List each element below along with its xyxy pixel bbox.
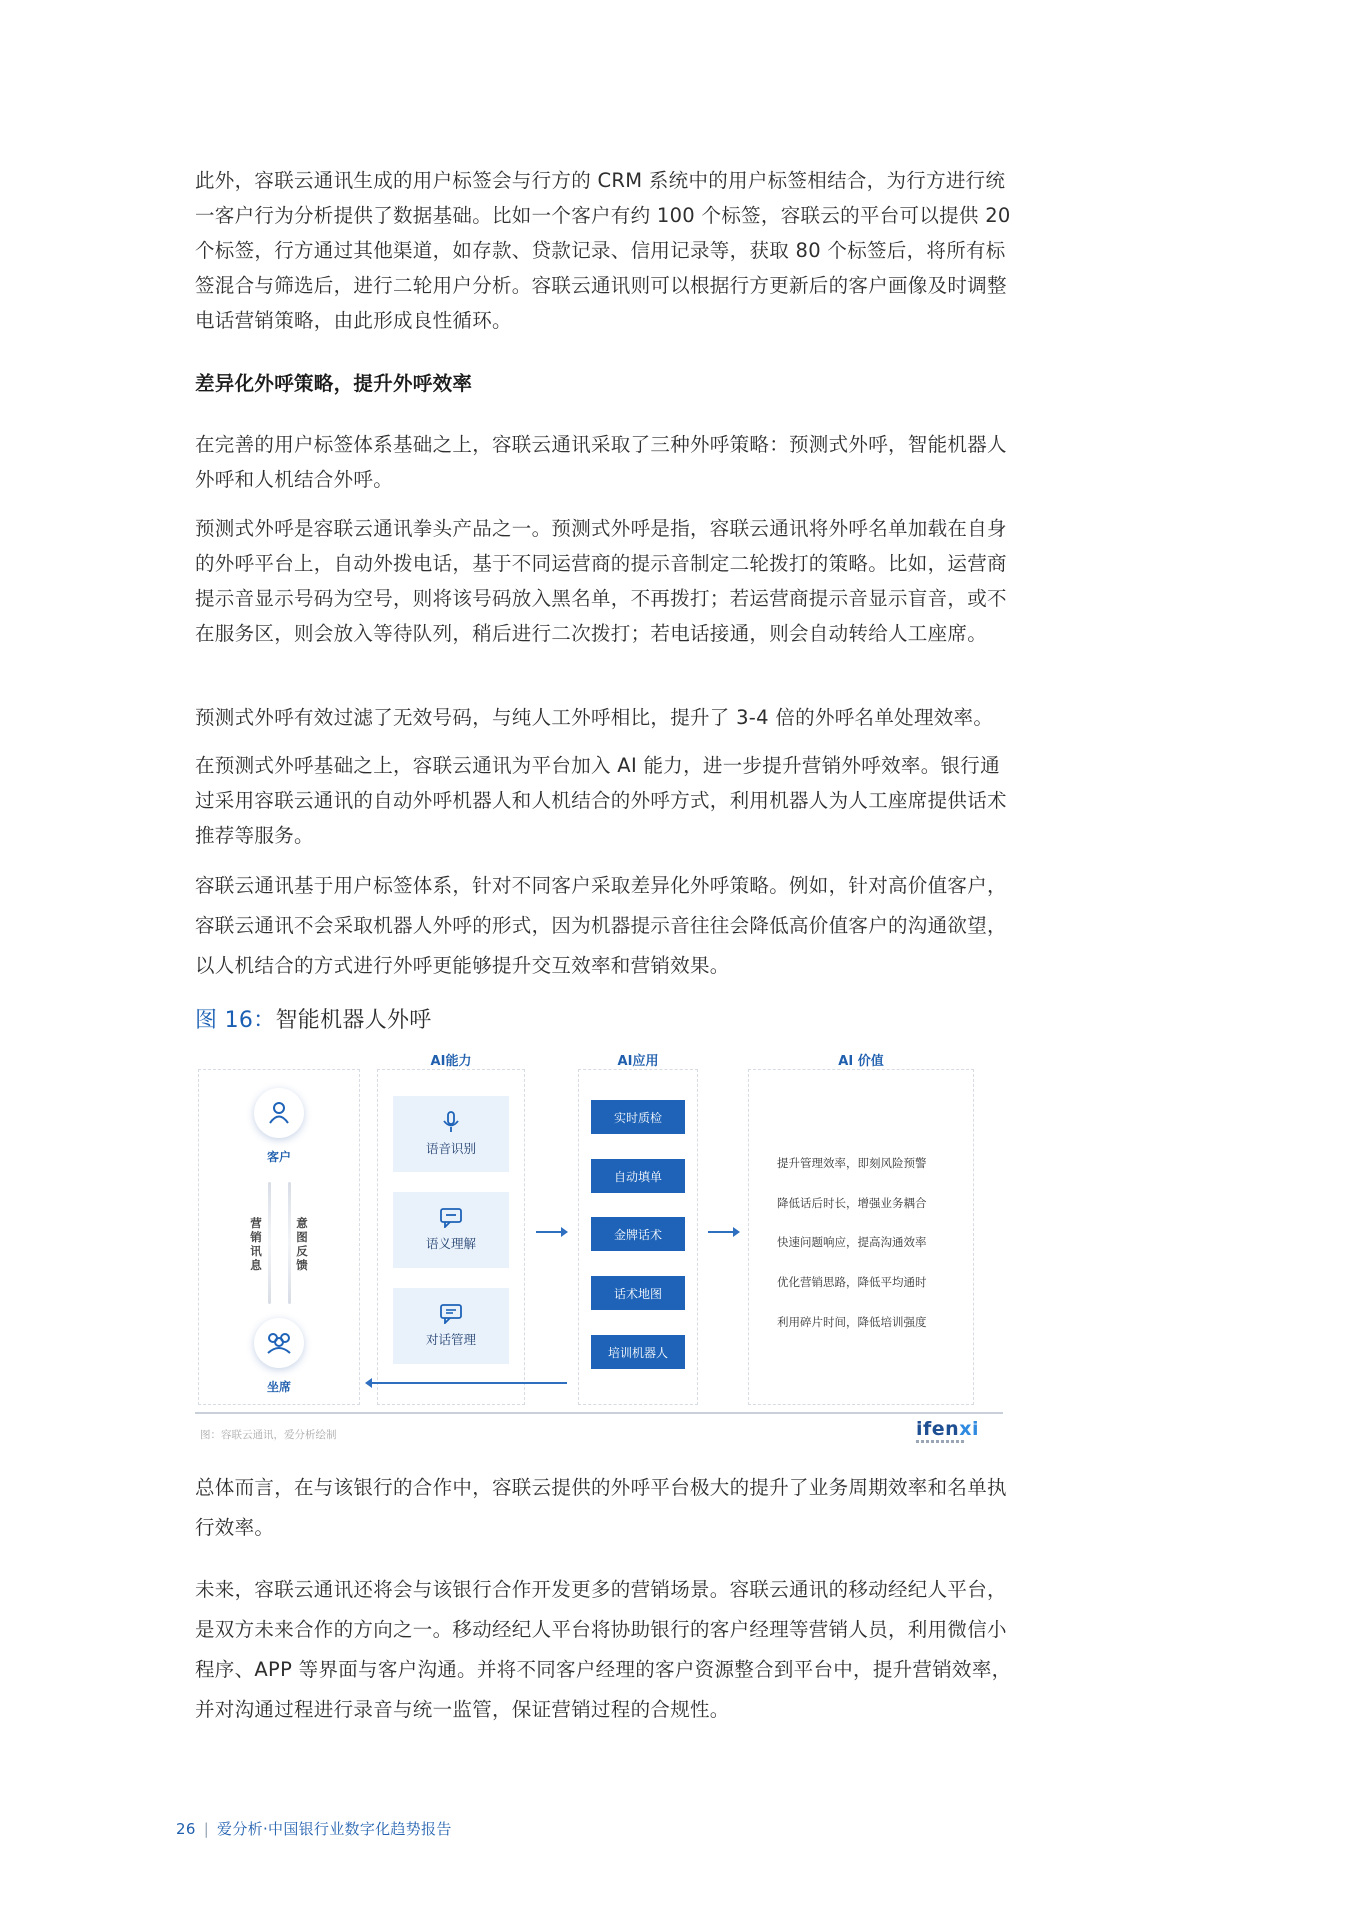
paragraph-predictive-call: 预测式外呼是容联云通讯拳头产品之一。预测式外呼是指，容联云通讯将外呼名单加载在自身的外呼平台上，自动外拨电话，基于不同运营商的提示音制定二轮拨打的策略。比如，运营商提示音显示号码为空号，则将该号码放入黑名单，不再拨打；若运营商提示音显示盲音，或不在服务区，则会放入等待队列，稍后进行二次拨打；若电话接通，则会自动转给人工座席。 bbox=[195, 517, 1007, 645]
app-script-map: 话术地图 bbox=[591, 1276, 685, 1310]
app-auto-fill: 自动填单 bbox=[591, 1159, 685, 1193]
logo-text-accent: xi bbox=[959, 1418, 979, 1440]
paragraph-strategies: 在完善的用户标签体系基础之上，容联云通讯采取了三种外呼策略：预测式外呼，智能机器人外呼和人机结合外呼。 bbox=[195, 433, 1007, 491]
ability-label: 对话管理 bbox=[425, 1332, 476, 1347]
paragraph-differentiated: 容联云通讯基于用户标签体系，针对不同客户采取差异化外呼策略。例如，针对高价值客户，容联云通讯不会采取机器人外呼的形式，因为机器提示音往往会降低高价值客户的沟通欲望，以人机结合的方式进行外呼更能够提升交互效率和营销效果。 bbox=[195, 874, 1007, 977]
panel-ai-value bbox=[748, 1054, 974, 1405]
ability-dialogue-management bbox=[393, 1288, 509, 1364]
ai-ability-title: AI能力 bbox=[430, 1054, 472, 1069]
figure-divider bbox=[195, 1412, 1003, 1414]
ai-value-title: AI 价值 bbox=[838, 1054, 884, 1069]
ifenxi-logo bbox=[916, 1418, 979, 1440]
paragraph-efficiency: 预测式外呼有效过滤了无效号码，与纯人工外呼相比，提升了 3-4 倍的外呼名单处理效率。 bbox=[195, 706, 994, 729]
dialogue-icon bbox=[440, 1304, 462, 1324]
panel-roles bbox=[198, 1069, 360, 1405]
intent-feedback-label: 意图反馈 bbox=[296, 1216, 308, 1272]
value-item: 提升管理效率，即刻风险预警 bbox=[777, 1156, 927, 1170]
logo-tagline-mark bbox=[916, 1440, 964, 1443]
ability-label: 语义理解 bbox=[425, 1236, 476, 1251]
panel-ai-application bbox=[578, 1054, 698, 1405]
value-item: 利用碎片时间，降低培训强度 bbox=[777, 1315, 927, 1329]
chat-bubble-icon bbox=[440, 1208, 462, 1228]
page-footer bbox=[176, 1818, 452, 1839]
value-item: 快速问题响应，提高沟通效率 bbox=[777, 1235, 927, 1249]
customer-icon bbox=[254, 1088, 304, 1138]
ability-speech-recognition bbox=[393, 1096, 509, 1172]
figure-title bbox=[195, 1003, 432, 1034]
marketing-info-label: 营销讯息 bbox=[250, 1216, 262, 1272]
arrow-back-to-agent bbox=[367, 1382, 567, 1384]
paragraph-future: 未来，容联云通讯还将会与该银行合作开发更多的营销场景。容联云通讯的移动经纪人平台，是双方未来合作的方向之一。移动经纪人平台将协助银行的客户经理等营销人员，利用微信小程序、APP 等界面与客户沟通。并将不同客户经理的客户资源整合到平台中，提升营销效率，并对沟通过程进行录音与统一监管，保证营销过程的合规性。 bbox=[195, 1578, 1012, 1721]
figure-title-text: 智能机器人外呼 bbox=[275, 1008, 432, 1033]
section-heading: 差异化外呼策略，提升外呼效率 bbox=[195, 372, 473, 395]
value-item: 降低话后时长，增强业务耦合 bbox=[777, 1196, 927, 1210]
ability-semantic-understanding bbox=[393, 1192, 509, 1268]
panel-ai-ability bbox=[377, 1054, 525, 1405]
footer-separator: | bbox=[203, 1820, 210, 1838]
logo-text: ifen bbox=[916, 1418, 960, 1440]
figure-label: 图 16： bbox=[195, 1008, 276, 1033]
app-gold-script: 金牌话术 bbox=[591, 1217, 685, 1251]
paragraph-ai-capability: 在预测式外呼基础之上，容联云通讯为平台加入 AI 能力，进一步提升营销外呼效率。银行通过采用容联云通讯的自动外呼机器人和人机结合的外呼方式，利用机器人为人工座席提供话术推荐等服务。 bbox=[195, 754, 1007, 847]
value-item: 优化营销思路，降低平均通时 bbox=[777, 1275, 927, 1289]
agent-label: 坐席 bbox=[266, 1380, 291, 1394]
app-training-robot: 培训机器人 bbox=[591, 1335, 685, 1369]
ability-label: 语音识别 bbox=[425, 1141, 476, 1156]
arrow-ability-to-app bbox=[536, 1231, 566, 1233]
app-realtime-qc: 实时质检 bbox=[591, 1100, 685, 1134]
left-flow-bar bbox=[268, 1182, 271, 1304]
paragraph-tag-integration: 此外，容联云通讯生成的用户标签会与行方的 CRM 系统中的用户标签相结合，为行方进行统一客户行为分析提供了数据基础。比如一个客户有约 100 个标签，容联云的平台可以提供 20 个标签，行方通过其他渠道，如存款、贷款记录、信用记录等，获取 80 个标签后，将所有标签混合与筛选后，进行二轮用户分析。容联云通讯则可以根据行方更新后的客户画像及时调整电话营销策略，由此形成良性循环。 bbox=[195, 169, 1011, 332]
ai-application-title: AI应用 bbox=[617, 1054, 659, 1069]
agents-icon bbox=[254, 1318, 304, 1368]
customer-label: 客户 bbox=[266, 1150, 291, 1164]
microphone-icon bbox=[442, 1111, 460, 1133]
arrow-app-to-value bbox=[708, 1231, 738, 1233]
report-title: 爱分析·中国银行业数字化趋势报告 bbox=[217, 1820, 452, 1838]
page-number: 26 bbox=[176, 1820, 196, 1838]
figure-source: 图：容联云通讯，爱分析绘制 bbox=[200, 1429, 337, 1441]
paragraph-summary: 总体而言，在与该银行的合作中，容联云提供的外呼平台极大的提升了业务周期效率和名单执行效率。 bbox=[195, 1476, 1007, 1539]
right-flow-bar bbox=[288, 1182, 291, 1304]
